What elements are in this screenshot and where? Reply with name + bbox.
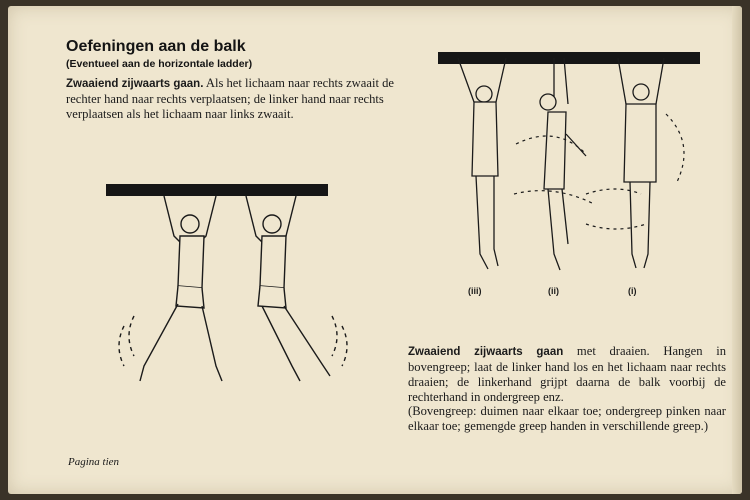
page-spine — [732, 6, 742, 494]
page-subtitle: (Eventueel aan de horizontale ladder) — [66, 58, 253, 70]
motion-lines — [514, 114, 684, 229]
paragraph-1 — [66, 76, 406, 122]
bar — [438, 52, 700, 64]
figure-ii — [540, 58, 586, 270]
paragraph-3: (Bovengreep: duimen naar elkaar toe; ondergreep pinken naar elkaar toe; gemengde greep handen in verschillende greep.) — [408, 404, 726, 433]
paragraph-1-text: Als het lichaam naar rechts zwaait de rechter hand naar rechts verplaatsen; de linker hand naar rechts verplaatsen als het lichaam naar links zwaait. — [66, 76, 394, 121]
figure-label-i: (i) — [628, 286, 637, 296]
book-page — [8, 6, 742, 494]
page-title: Oefeningen aan de balk — [66, 38, 246, 55]
page-number-footer: Pagina tien — [68, 456, 120, 468]
figure-label-iii: (iii) — [468, 286, 482, 296]
paragraph-1-lead: Zwaaiend zijwaarts gaan. — [66, 78, 204, 90]
rotating-figures-illustration — [436, 44, 706, 304]
paragraph-2-lead: Zwaaiend zijwaarts gaan — [408, 346, 564, 358]
bar — [106, 184, 328, 196]
paragraph-2-text: met draaien. Hangen in bovengreep; laat de linker hand los en het lichaam naar rechts draaien; de linkerhand grijpt daarna de balk voorbij de rechterhand in ondergreep enz. — [408, 344, 726, 404]
figure-i — [618, 58, 664, 268]
figure-right — [246, 196, 347, 381]
swinging-figures-illustration — [104, 176, 364, 406]
figure-iii — [458, 58, 506, 269]
paragraph-2 — [408, 344, 726, 405]
figure-left — [119, 196, 222, 381]
figure-label-ii: (ii) — [548, 286, 559, 296]
